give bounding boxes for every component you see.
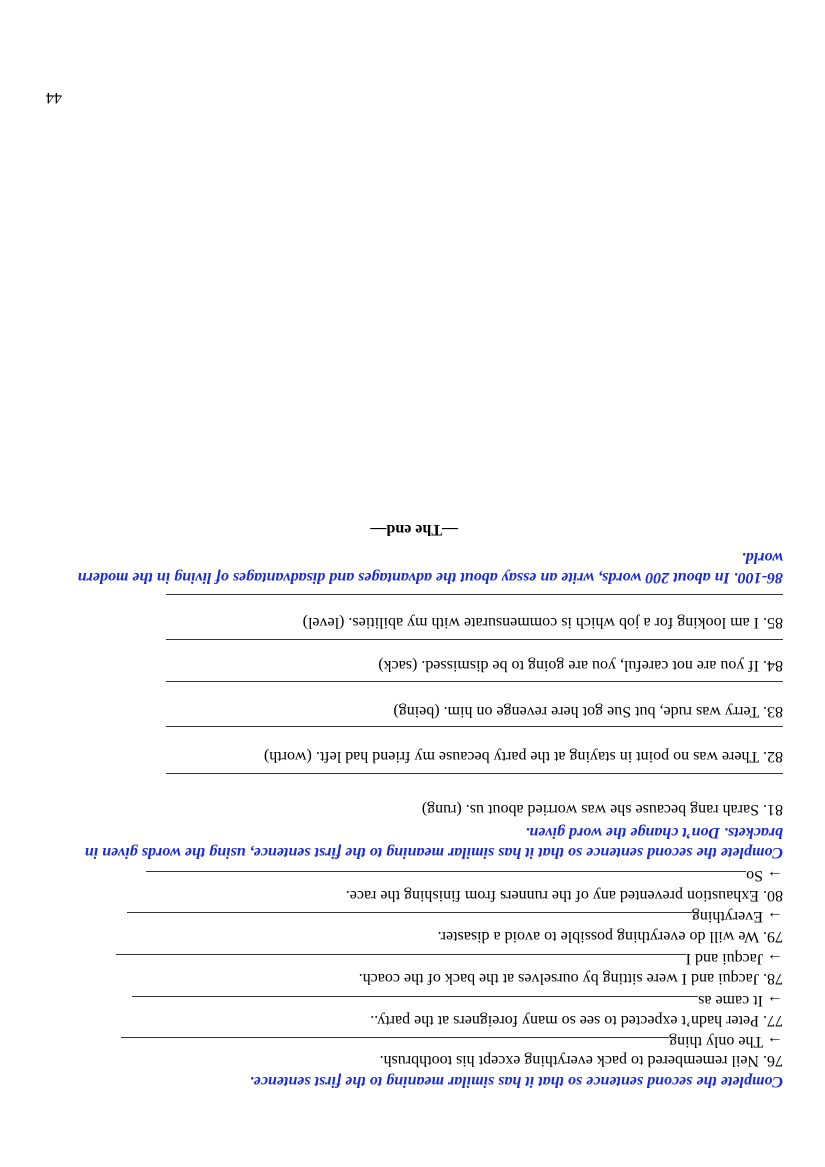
page-number: 44: [46, 89, 62, 106]
section3-instruction-line1: 86-100. In about 200 words, write an essay about the advantages and disadvantages of living in the modern: [77, 569, 783, 586]
question-number: 83.: [763, 703, 783, 720]
answer-prompt-78: [116, 949, 783, 967]
answer-blank-78[interactable]: [116, 954, 686, 955]
question-79: [438, 927, 783, 945]
section1-instruction: Complete the second sentence so that it has similar meaning to the first sentence.: [249, 1073, 783, 1090]
answer-blank-83[interactable]: [166, 681, 783, 682]
question-82: [264, 747, 783, 765]
section3-instruction-line2: world.: [741, 549, 783, 566]
question-number: 85.: [763, 614, 783, 631]
question-81: [422, 800, 783, 818]
question-number: 76.: [763, 1052, 783, 1069]
question-number: 81.: [763, 801, 783, 818]
question-sentence: Sarah rang because she was worried about us. (rung): [421, 801, 759, 818]
answer-blank-82[interactable]: [166, 726, 783, 727]
question-83: [393, 702, 783, 720]
answer-blank-80[interactable]: [146, 871, 746, 872]
question-78: [359, 969, 783, 987]
answer-blank-84[interactable]: [166, 639, 783, 640]
question-sentence: We will do everything possible to avoid a disaster.: [437, 928, 760, 945]
answer-prompt-76: [121, 1032, 783, 1050]
question-sentence: Peter hadn’t expected to see so many foreigners at the party..: [370, 1012, 759, 1029]
answer-prompt-77: [132, 991, 783, 1009]
question-number: 84.: [763, 657, 783, 674]
question-80: [346, 886, 783, 904]
question-sentence: Terry was rude, but Sue got here revenge on him. (being): [393, 703, 760, 720]
question-77: [370, 1011, 783, 1029]
answer-blank-76[interactable]: [121, 1037, 669, 1038]
question-sentence: Jacqui and I were sitting by ourselves at the back of the coach.: [358, 970, 759, 987]
answer-prompt-text: → Jacqui and I: [685, 950, 783, 967]
question-number: 80.: [763, 887, 783, 904]
question-number: 79.: [763, 928, 783, 945]
answer-prompt-text: → The only thing: [669, 1033, 783, 1050]
section2-instruction-line1: Complete the second sentence so that it has similar meaning to the first sentence, using the words given in: [84, 844, 783, 861]
the-end-text: —The end—: [370, 521, 458, 538]
answer-prompt-text: → So: [746, 867, 783, 884]
answer-prompt-text: → Everything: [691, 908, 783, 925]
answer-blank-85[interactable]: [166, 594, 783, 595]
answer-prompt-80: [146, 866, 783, 884]
question-sentence: If you are not careful, you are going to be dismissed. (sack): [378, 657, 759, 674]
question-number: 77.: [763, 1012, 783, 1029]
question-number: 78.: [763, 970, 783, 987]
answer-prompt-79: [127, 907, 783, 925]
question-sentence: I am looking for a job which is commensurate with my abilities. (level): [302, 614, 759, 631]
answer-prompt-text: → It came as: [698, 992, 783, 1009]
answer-blank-79[interactable]: [127, 912, 692, 913]
question-sentence: Neil remembered to pack everything except his toothbrush.: [379, 1052, 759, 1069]
question-number: 82.: [763, 748, 783, 765]
section2-instruction-line2: brackets. Don’t change the word given.: [525, 824, 783, 841]
question-85: [303, 613, 783, 631]
question-sentence: There was no point in staying at the party because my friend had left. (worth): [263, 748, 760, 765]
question-76: [380, 1051, 783, 1069]
question-sentence: Exhaustion prevented any of the runners from finishing the race.: [345, 887, 759, 904]
answer-blank-77[interactable]: [132, 996, 698, 997]
question-84: [378, 656, 783, 674]
answer-blank-81[interactable]: [166, 773, 783, 774]
